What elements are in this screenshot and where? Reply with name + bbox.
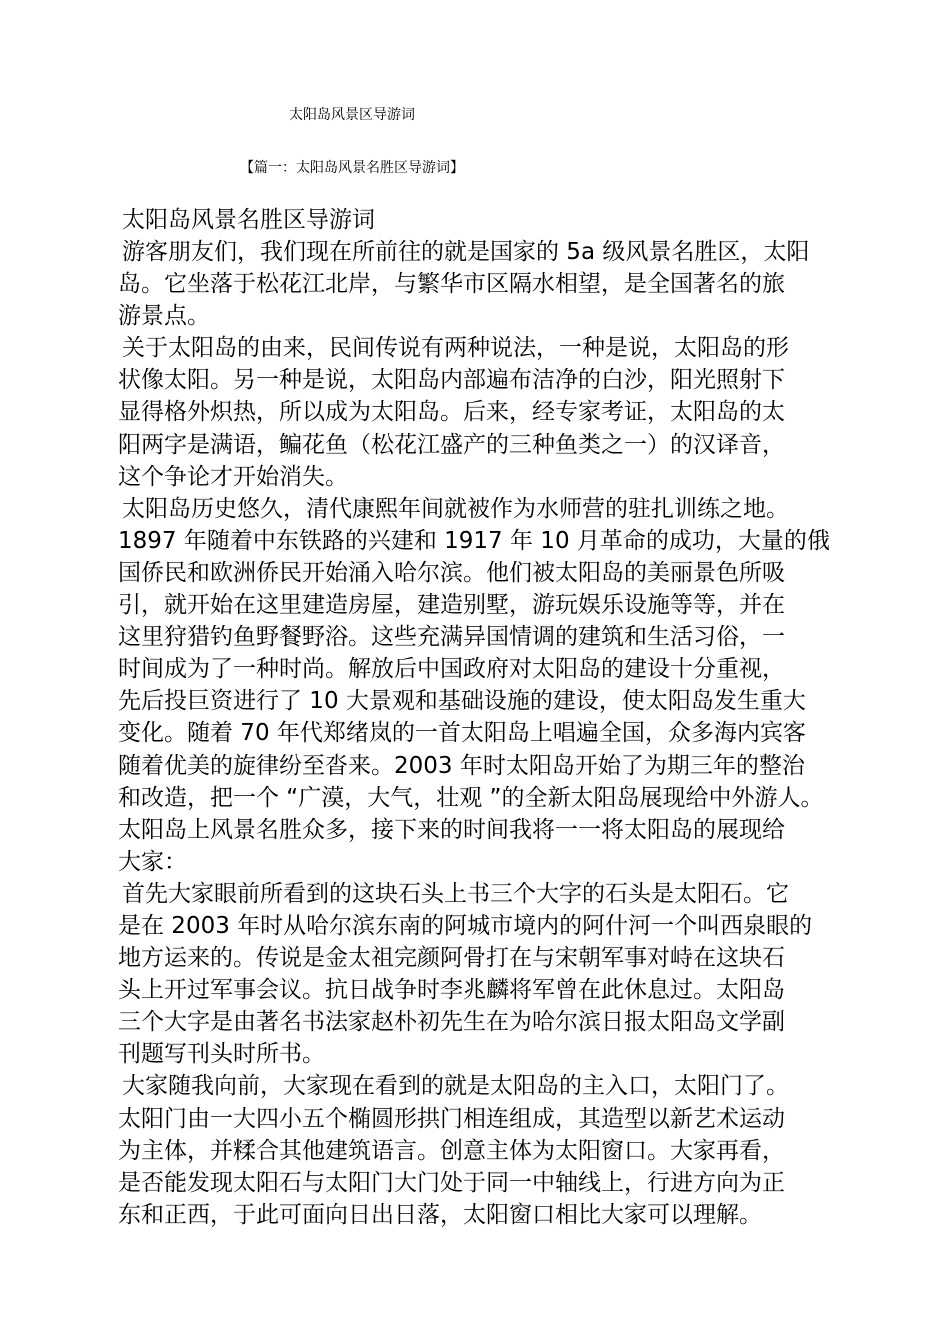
paragraph-line: 阳两字是满语，鳊花鱼（松花江盛产的三种鱼类之一）的汉译音， — [118, 431, 785, 458]
paragraph-sun-stone — [118, 878, 848, 1071]
paragraph-line: 和改造，把一个 “广漠，大气，壮观 ”的全新太阳岛展现给中外游人。 — [118, 784, 824, 811]
paragraph-line: 引，就开始在这里建造房屋，建造别墅，游玩娱乐设施等等，并在 — [118, 592, 785, 619]
paragraph-line: 岛。它坐落于松花江北岸，与繁华市区隔水相望，是全国著名的旅 — [118, 271, 785, 298]
paragraph-line: 状像太阳。另一种是说，太阳岛内部遍布洁净的白沙，阳光照射下 — [118, 367, 785, 394]
paragraph-line: 先后投巨资进行了 10 大景观和基础设施的建设，使太阳岛发生重大 — [118, 688, 806, 715]
paragraph-line: 大家随我向前，大家现在看到的就是太阳岛的主入口，太阳门了。 — [122, 1073, 789, 1100]
paragraph-line: 显得格外炽热，所以成为太阳岛。后来，经专家考证，太阳岛的太 — [118, 399, 785, 426]
paragraph-line: 大家： — [118, 848, 187, 875]
paragraph-line: 刊题写刊头时所书。 — [118, 1041, 325, 1068]
paragraph-line: 变化。随着 70 年代郑绪岚的一首太阳岛上唱遍全国，众多海内宾客 — [118, 720, 806, 747]
paragraph-line: 1897 年随着中东铁路的兴建和 1917 年 10 月革命的成功，大量的俄 — [118, 527, 830, 554]
paragraph-history — [118, 493, 848, 878]
paragraph-line: 首先大家眼前所看到的这块石头上书三个大字的石头是太阳石。它 — [122, 880, 789, 907]
paragraph-intro — [118, 236, 848, 332]
paragraph-line: 游景点。 — [118, 303, 210, 330]
document-title: 太阳岛风景区导游词 — [289, 107, 415, 123]
paragraph-line: 为主体，并糅合其他建筑语言。创意主体为太阳窗口。大家再看， — [118, 1137, 785, 1164]
paragraph-line: 游客朋友们，我们现在所前往的就是国家的 5a 级风景名胜区，太阳 — [122, 239, 810, 265]
paragraph-sun-gate — [118, 1070, 848, 1230]
paragraph-line: 这个争论才开始消失。 — [118, 463, 348, 490]
paragraph-origin — [118, 332, 848, 492]
section-heading: 【篇一：太阳岛风景名胜区导游词】 — [240, 160, 464, 176]
paragraph-line: 头上开过军事会议。抗日战争时李兆麟将军曾在此休息过。太阳岛 — [118, 977, 785, 1004]
paragraph-line: 时间成为了一种时尚。解放后中国政府对太阳岛的建设十分重视， — [118, 656, 785, 683]
paragraph-line: 关于太阳岛的由来，民间传说有两种说法，一种是说，太阳岛的形 — [122, 335, 789, 362]
paragraph-line: 随着优美的旋律纷至沓来。2003 年时太阳岛开始了为期三年的整治 — [118, 752, 805, 779]
paragraph-line: 太阳岛上风景名胜众多，接下来的时间我将一一将太阳岛的展现给 — [118, 816, 785, 843]
paragraph-line: 国侨民和欧洲侨民开始涌入哈尔滨。他们被太阳岛的美丽景色所吸 — [118, 559, 785, 586]
paragraph-line: 三个大字是由著名书法家赵朴初先生在为哈尔滨日报太阳岛文学副 — [118, 1009, 785, 1036]
article-title: 太阳岛风景名胜区导游词 — [122, 207, 375, 233]
paragraph-line: 地方运来的。传说是金太祖完颜阿骨打在与宋朝军事对峙在这块石 — [118, 945, 785, 972]
paragraph-line: 是否能发现太阳石与太阳门大门处于同一中轴线上，行进方向为正 — [118, 1169, 785, 1196]
paragraph-line: 这里狩猎钓鱼野餐野浴。这些充满异国情调的建筑和生活习俗，一 — [118, 624, 785, 651]
paragraph-line: 太阳门由一大四小五个椭圆形拱门相连组成，其造型以新艺术运动 — [118, 1105, 785, 1132]
paragraph-line: 太阳岛历史悠久，清代康熙年间就被作为水师营的驻扎训练之地。 — [122, 495, 789, 522]
paragraph-line: 是在 2003 年时从哈尔滨东南的阿城市境内的阿什河一个叫西泉眼的 — [118, 912, 813, 939]
paragraph-line: 东和正西，于此可面向日出日落，太阳窗口相比大家可以理解。 — [118, 1201, 762, 1228]
article-body — [118, 204, 848, 1231]
